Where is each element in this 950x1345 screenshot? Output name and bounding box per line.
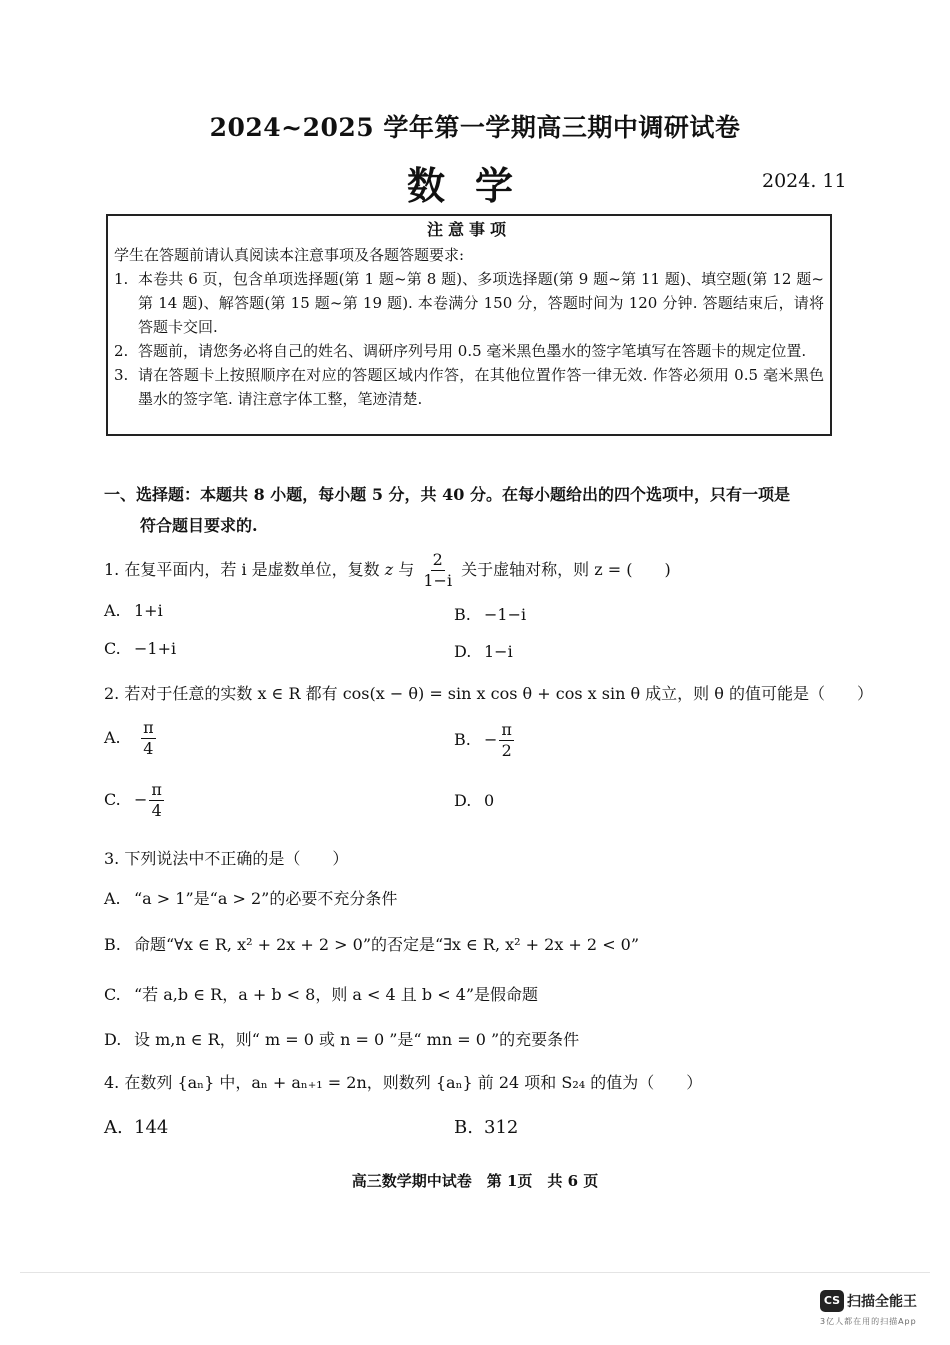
fraction <box>149 780 164 821</box>
question-text: 若对于任意的实数 x ∈ R 都有 cos(x − θ) = sin x cos θ + cos x sin θ 成立，则 θ 的值可能是（ ） <box>124 684 873 703</box>
option-label: D. <box>454 642 472 661</box>
option-text: 312 <box>484 1117 519 1138</box>
camscanner-logo-icon: CS <box>820 1290 844 1312</box>
notice-item <box>114 339 824 363</box>
notice-item <box>114 363 824 411</box>
option-text: −1+i <box>134 639 177 658</box>
option-a <box>104 1117 168 1138</box>
option-label: A. <box>104 889 121 908</box>
question-number: 3. <box>104 849 120 868</box>
option-label: C. <box>104 639 121 658</box>
option-label: B. <box>104 935 121 954</box>
option-label: C. <box>104 985 121 1004</box>
option-c <box>104 982 538 1005</box>
option-text: 设 m,n ∈ R，则“ m = 0 或 n = 0 ”是“ mn = 0 ”的充要条件 <box>134 1030 580 1049</box>
section-heading-line1: 一、选择题：本题共 8 小题，每小题 5 分，共 40 分。在每小题给出的四个选项中，只有一项是 <box>104 485 790 504</box>
section-heading <box>104 479 839 541</box>
fraction-numerator: π <box>143 718 154 737</box>
fraction <box>141 718 156 759</box>
notice-item-number: 1. <box>114 270 129 288</box>
option-label: B. <box>454 1117 473 1138</box>
section-heading-line2: 符合题目要求的. <box>140 516 258 535</box>
option-text: “若 a,b ∈ R，a + b < 8，则 a < 4 且 b < 4”是假命题 <box>134 985 539 1004</box>
fraction-numerator: π <box>501 720 512 739</box>
question-text-post: 关于虚轴对称，则 <box>461 560 595 579</box>
option-label: C. <box>104 790 121 809</box>
question-answer-blank: z = ( ) <box>594 560 671 579</box>
minus-sign: − <box>484 730 498 749</box>
fraction-numerator: π <box>151 780 162 799</box>
watermark-name: 扫描全能王 <box>847 1294 917 1310</box>
fraction-denominator: 1−i <box>423 571 453 590</box>
question-text-pre: 在复平面内，若 i 是虚数单位，复数 <box>124 560 385 579</box>
option-text: 0 <box>484 791 495 810</box>
option-label: A. <box>104 1117 123 1138</box>
notice-title: 注意事项 <box>426 220 511 239</box>
option-c <box>104 639 176 658</box>
question-text: 在数列 {aₙ} 中，aₙ + aₙ₊₁ = 2n，则数列 {aₙ} 前 24 项和 S₂₄ 的值为（ ） <box>124 1073 703 1092</box>
fraction-denominator: 4 <box>151 801 162 820</box>
option-label: D. <box>104 1030 122 1049</box>
exam-title: 2024~2025 学年第一学期高三期中调研试卷 <box>209 113 741 142</box>
option-b <box>454 605 526 624</box>
notice-intro: 学生在答题前请认真阅读本注意事项及各题答题要求: <box>114 246 465 264</box>
question-text: 下列说法中不正确的是（ ） <box>124 849 349 868</box>
option-text: 1−i <box>484 642 513 661</box>
option-d <box>454 642 513 661</box>
option-text: 命题“∀x ∈ R, x² + 2x + 2 > 0”的否定是“∃x ∈ R, x² + 2x + 2 < 0” <box>134 935 640 954</box>
option-text: 1+i <box>134 601 163 620</box>
option-label: B. <box>454 605 471 624</box>
page-footer: 高三数学期中试卷 第 1页 共 6 页 <box>351 1172 599 1190</box>
option-label: B. <box>454 730 471 749</box>
fraction <box>421 550 454 591</box>
option-b <box>454 1117 518 1138</box>
notice-item-text: 答题前，请您务必将自己的姓名、调研序列号用 0.5 毫米黑色墨水的签字笔填写在答题卡的规定位置. <box>138 342 807 360</box>
notice-item-text: 本卷共 6 页，包含单项选择题(第 1 题~第 8 题)、多项选择题(第 9 题~第 11 题)、填空题(第 12 题~第 14 题)、解答题(第 15 题~第 19 题). 本卷满分 150 分，答题时间为 120 分钟. 答题结束后，请将答题卡交回. <box>138 270 824 336</box>
divider <box>20 1272 930 1273</box>
notice-item <box>114 267 824 339</box>
question-1 <box>104 550 671 591</box>
option-text: 144 <box>134 1117 169 1138</box>
option-label: A. <box>104 728 121 747</box>
option-c <box>104 780 166 821</box>
question-3 <box>104 846 348 869</box>
question-number: 4. <box>104 1073 120 1092</box>
option-b <box>104 932 639 955</box>
fraction-denominator: 2 <box>501 741 512 760</box>
exam-date: 2024. 11 <box>762 170 847 192</box>
notice-box <box>106 214 832 436</box>
option-b <box>454 720 516 761</box>
option-a <box>104 718 158 759</box>
option-label: A. <box>104 601 121 620</box>
option-text: −1−i <box>484 605 527 624</box>
question-number: 2. <box>104 684 120 703</box>
notice-item-text: 请在答题卡上按照顺序在对应的答题区域内作答，在其他位置作答一律无效. 作答必须用 0.5 毫米黑色墨水的签字笔. 请注意字体工整，笔迹清楚. <box>138 366 824 408</box>
question-4 <box>104 1070 702 1093</box>
notice-item-number: 2. <box>114 342 129 360</box>
option-d <box>104 1027 579 1050</box>
scanner-watermark <box>820 1290 917 1327</box>
fraction-denominator: 4 <box>143 739 154 758</box>
question-variable: z <box>384 560 394 579</box>
fraction <box>499 720 514 761</box>
option-a <box>104 886 397 909</box>
option-text: “a > 1”是“a > 2”的必要不充分条件 <box>134 889 398 908</box>
question-number: 1. <box>104 560 120 579</box>
notice-item-number: 3. <box>114 366 129 384</box>
question-text-mid: 与 <box>393 560 415 579</box>
option-label: D. <box>454 791 472 810</box>
option-a <box>104 601 163 620</box>
subject-heading: 数学 <box>406 163 543 208</box>
watermark-tagline: 3亿人都在用的扫描App <box>820 1317 917 1326</box>
question-2 <box>104 681 873 704</box>
option-d <box>454 791 494 810</box>
fraction-numerator: 2 <box>432 550 443 569</box>
minus-sign: − <box>134 790 148 809</box>
